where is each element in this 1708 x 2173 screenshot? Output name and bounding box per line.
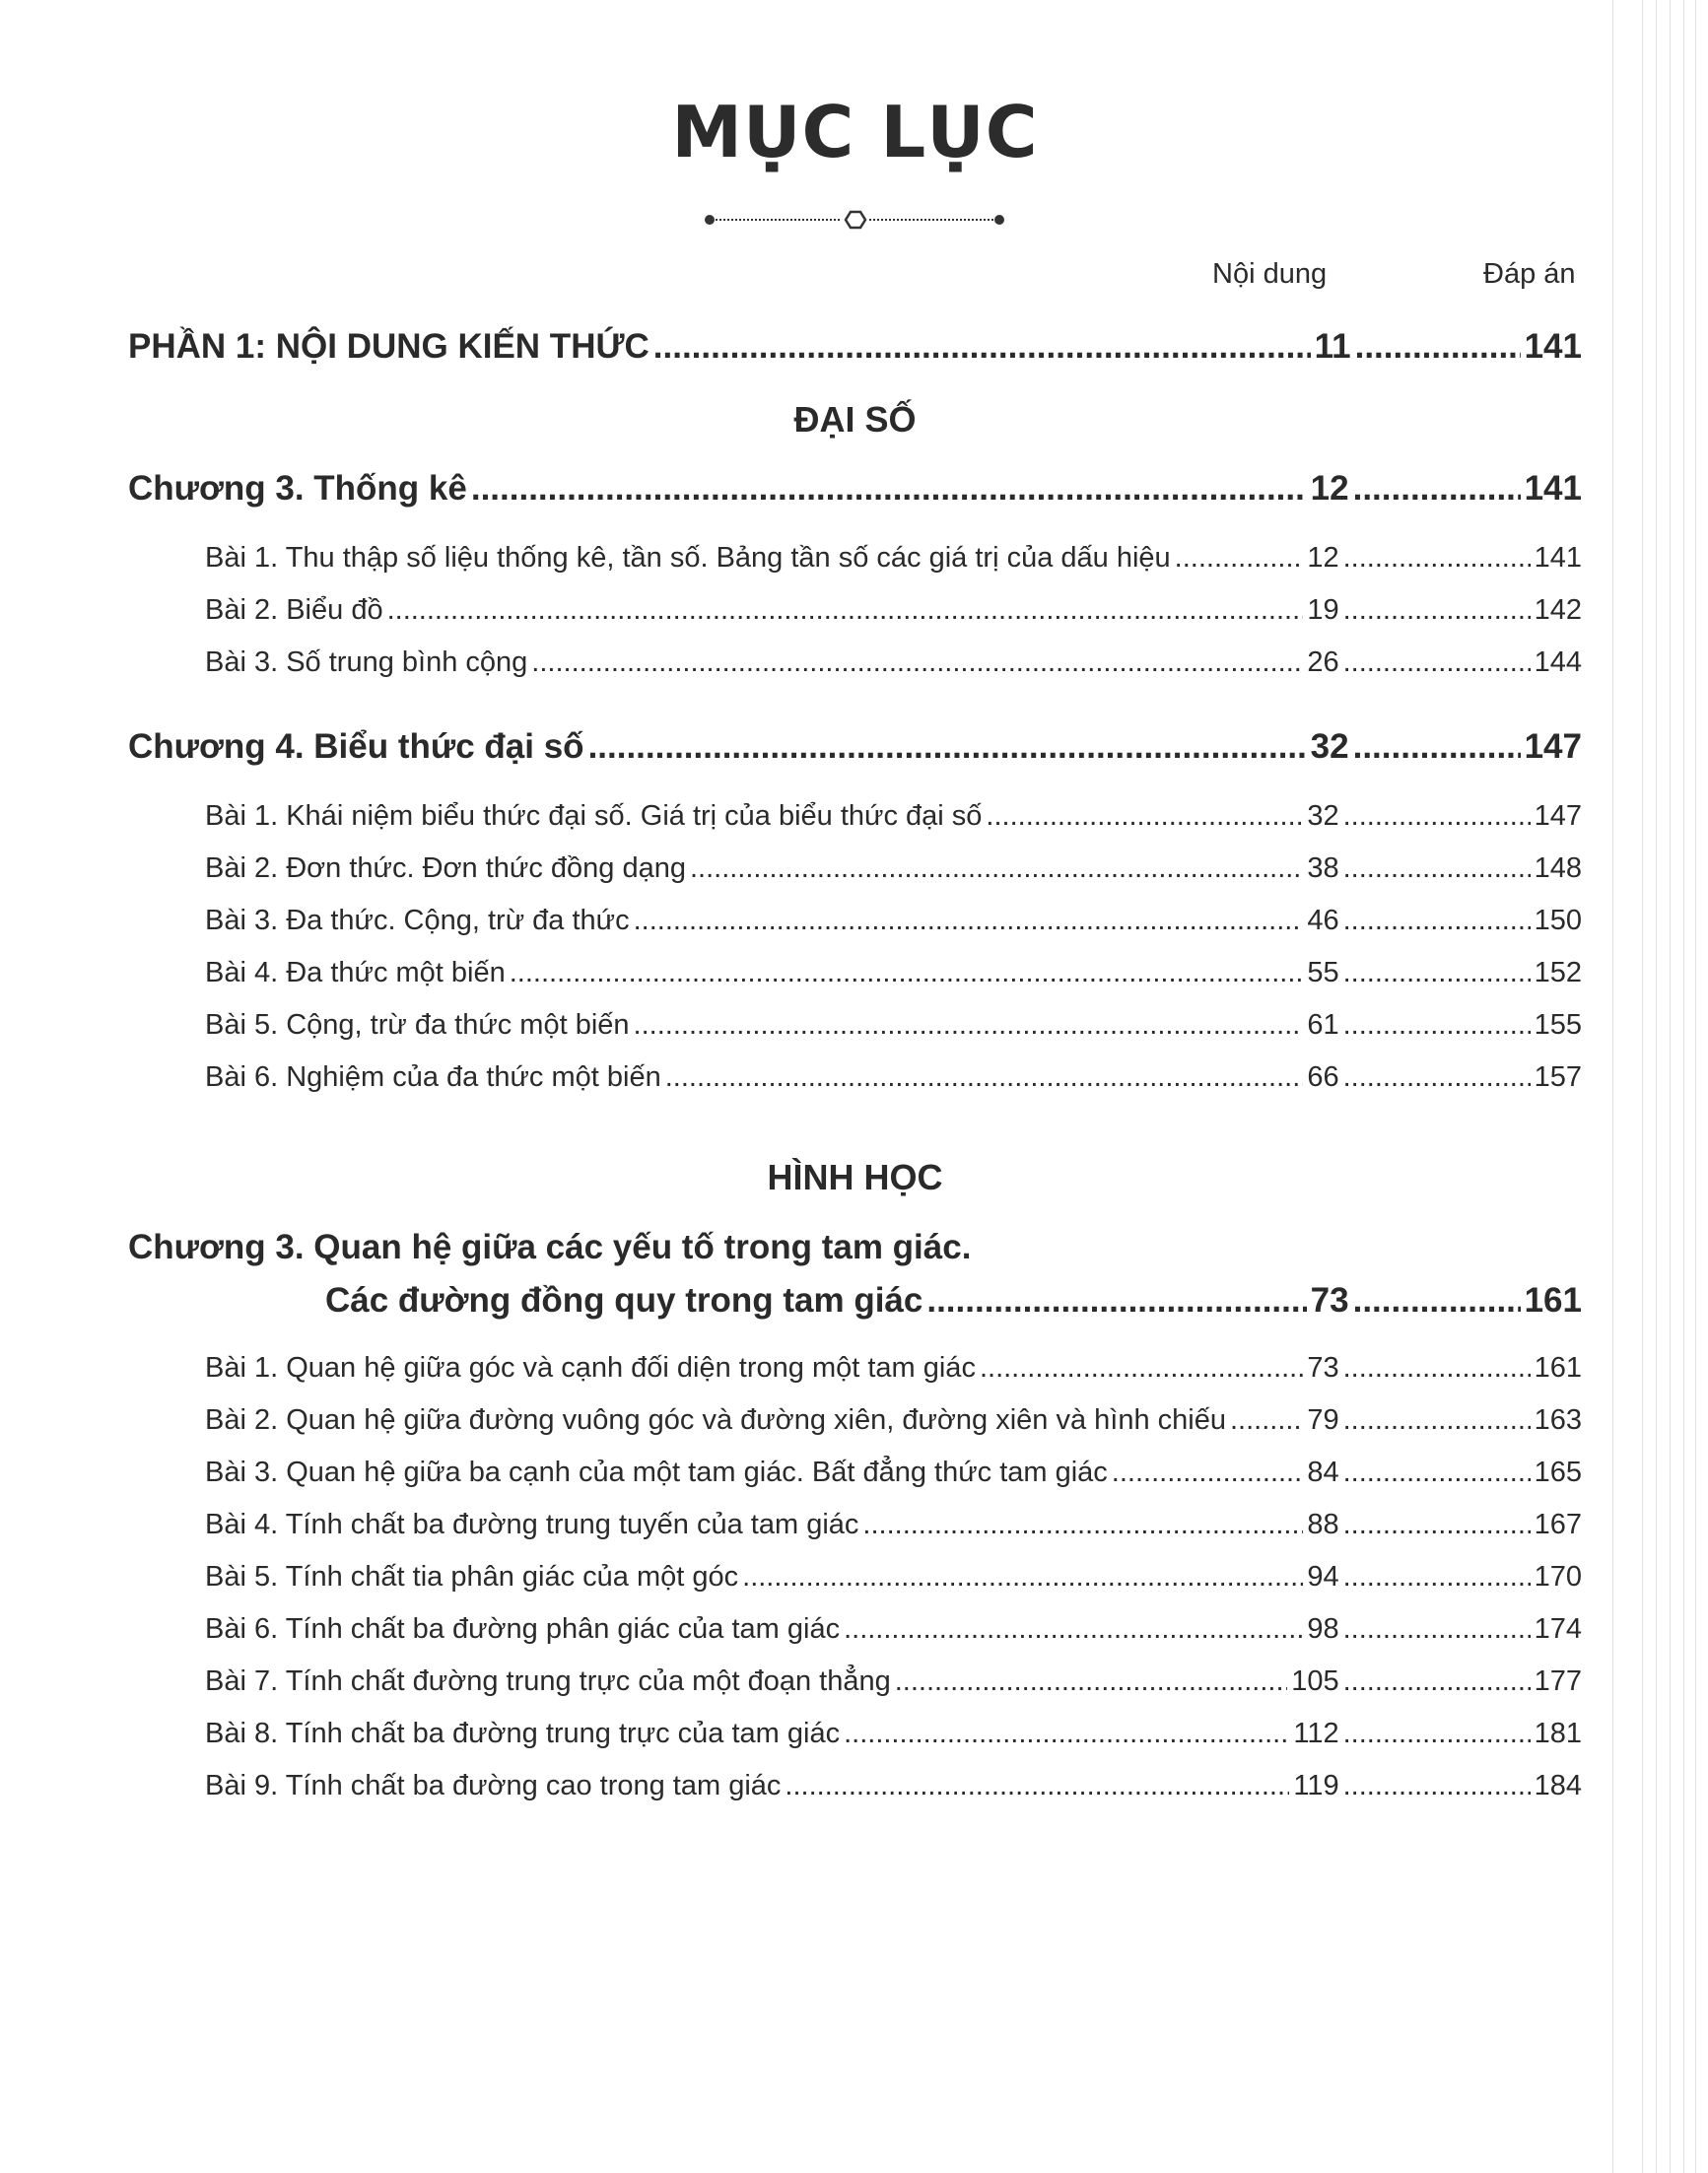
leader-dots	[1343, 1665, 1531, 1698]
toc-label: Bài 8. Tính chất ba đường trung trực của tam giác	[205, 1718, 841, 1749]
leader-dots	[690, 852, 1303, 885]
leader-dots	[1355, 327, 1521, 367]
toc-answer-page: 161	[1534, 1352, 1582, 1384]
toc-page-number: 105	[1291, 1665, 1339, 1697]
toc-answer-page: 167	[1534, 1509, 1582, 1540]
leader-dots	[1175, 542, 1304, 575]
column-header-content: Nội dung	[1212, 258, 1328, 290]
leader-dots	[1343, 594, 1531, 627]
toc-answer-page: 148	[1534, 852, 1582, 884]
toc-label: Các đường đồng quy trong tam giác	[325, 1281, 923, 1320]
toc-page-number: 38	[1307, 852, 1339, 884]
leader-dots	[742, 1561, 1303, 1594]
toc-answer-page: 150	[1534, 905, 1582, 936]
toc-label: Bài 3. Số trung bình cộng	[205, 646, 528, 678]
toc-lesson[interactable]	[205, 1718, 1582, 1750]
leader-dots	[1343, 1457, 1531, 1489]
toc-lesson[interactable]	[205, 905, 1582, 937]
toc-page-number: 98	[1307, 1613, 1339, 1645]
leader-dots	[1343, 1613, 1531, 1646]
toc-label: Bài 7. Tính chất đường trung trực của một đoạn thẳng	[205, 1665, 891, 1697]
leader-dots	[844, 1718, 1289, 1750]
toc-answer-page: 144	[1534, 646, 1582, 678]
toc-lesson[interactable]	[205, 594, 1582, 627]
column-header-answers: Đáp án	[1483, 258, 1576, 290]
toc-lesson[interactable]	[205, 852, 1582, 885]
section-heading-algebra: ĐẠI SỐ	[793, 399, 917, 440]
leader-dots	[665, 1061, 1304, 1094]
toc-answer-page: 174	[1534, 1613, 1582, 1645]
toc-answer-page: 184	[1534, 1770, 1582, 1801]
toc-label: Bài 1. Quan hệ giữa góc và cạnh đối diện trong một tam giác	[205, 1352, 976, 1384]
toc-chapter[interactable]	[128, 727, 1582, 767]
toc-answer-page: 157	[1534, 1061, 1582, 1093]
leader-dots	[1343, 1009, 1531, 1042]
leader-dots	[895, 1665, 1288, 1698]
toc-lesson[interactable]	[205, 1457, 1582, 1489]
leader-dots	[510, 957, 1304, 989]
toc-page-number: 61	[1307, 1009, 1339, 1041]
toc-answer-page: 181	[1534, 1718, 1582, 1749]
toc-lesson[interactable]	[205, 800, 1582, 833]
leader-dots	[986, 800, 1303, 833]
toc-answer-page: 170	[1534, 1561, 1582, 1593]
toc-answer-page: 141	[1524, 327, 1582, 366]
toc-label: Bài 9. Tính chất ba đường cao trong tam giác	[205, 1770, 782, 1801]
toc-label: Bài 2. Biểu đồ	[205, 594, 383, 626]
leader-dots	[1343, 1561, 1531, 1594]
toc-label: Chương 3. Thống kê	[128, 469, 467, 508]
leader-dots	[1353, 727, 1521, 767]
toc-lesson[interactable]	[205, 1404, 1582, 1437]
leader-dots	[1343, 852, 1531, 885]
toc-lesson[interactable]	[205, 1061, 1582, 1094]
toc-label: Bài 4. Đa thức một biến	[205, 957, 506, 988]
toc-page-number: 79	[1307, 1404, 1339, 1436]
toc-answer-page: 152	[1534, 957, 1582, 988]
toc-lesson[interactable]	[205, 1352, 1582, 1385]
leader-dots	[862, 1509, 1303, 1541]
toc-chapter[interactable]	[325, 1281, 1582, 1321]
page-edge-lines	[1600, 0, 1708, 2173]
toc-page-number: 73	[1307, 1352, 1339, 1384]
toc-page-number: 12	[1307, 542, 1339, 574]
toc-label: Bài 3. Quan hệ giữa ba cạnh của một tam giác. Bất đẳng thức tam giác	[205, 1457, 1108, 1488]
leader-dots	[785, 1770, 1289, 1802]
toc-label: Bài 2. Quan hệ giữa đường vuông góc và đường xiên, đường xiên và hình chiếu	[205, 1404, 1226, 1436]
leader-dots	[634, 905, 1304, 937]
leader-dots	[653, 327, 1311, 367]
toc-label: Bài 1. Khái niệm biểu thức đại số. Giá trị của biểu thức đại số	[205, 800, 983, 832]
page-title: MỤC LỤC	[671, 91, 1039, 173]
toc-page-number: 73	[1310, 1281, 1349, 1320]
toc-label: Bài 2. Đơn thức. Đơn thức đồng dạng	[205, 852, 686, 884]
toc-page-number: 19	[1307, 594, 1339, 626]
toc-page-number: 112	[1293, 1718, 1339, 1749]
leader-dots	[1343, 1718, 1531, 1750]
toc-chapter-title-line1[interactable]: Chương 3. Quan hệ giữa các yếu tố trong tam giác.	[128, 1228, 972, 1266]
toc-lesson[interactable]	[205, 1613, 1582, 1646]
leader-dots	[1343, 957, 1531, 989]
toc-lesson[interactable]	[205, 1665, 1582, 1698]
toc-answer-page: 141	[1524, 469, 1582, 508]
leader-dots	[471, 469, 1307, 509]
leader-dots	[1343, 905, 1531, 937]
leader-dots	[1343, 646, 1531, 679]
toc-answer-page: 165	[1534, 1457, 1582, 1488]
toc-answer-page: 177	[1534, 1665, 1582, 1697]
toc-label: PHẦN 1: NỘI DUNG KIẾN THỨC	[128, 327, 649, 366]
toc-answer-page: 147	[1524, 727, 1582, 766]
toc-page-number: 26	[1307, 646, 1339, 678]
toc-lesson[interactable]	[205, 542, 1582, 575]
toc-label: Chương 4. Biểu thức đại số	[128, 727, 584, 766]
toc-label: Bài 3. Đa thức. Cộng, trừ đa thức	[205, 905, 630, 936]
toc-part-1[interactable]	[128, 327, 1582, 367]
toc-label: Bài 1. Thu thập số liệu thống kê, tần số. Bảng tần số các giá trị của dấu hiệu	[205, 542, 1171, 574]
toc-page-number: 32	[1307, 800, 1339, 832]
leader-dots	[1353, 1281, 1521, 1321]
toc-label: Bài 4. Tính chất ba đường trung tuyến của tam giác	[205, 1509, 859, 1540]
toc-page-number: 46	[1307, 905, 1339, 936]
leader-dots	[1353, 469, 1521, 509]
leader-dots	[980, 1352, 1303, 1385]
toc-label: Bài 5. Cộng, trừ đa thức một biến	[205, 1009, 630, 1041]
ornament-divider	[702, 203, 1007, 237]
toc-page-number: 119	[1293, 1770, 1339, 1801]
toc-label: Bài 5. Tính chất tia phân giác của một góc	[205, 1561, 739, 1593]
leader-dots	[1343, 542, 1531, 575]
toc-page-number: 55	[1307, 957, 1339, 988]
leader-dots	[1343, 1061, 1531, 1094]
toc-page	[128, 0, 1582, 2173]
toc-answer-page: 147	[1534, 800, 1582, 832]
leader-dots	[1343, 1352, 1531, 1385]
toc-answer-page: 155	[1534, 1009, 1582, 1041]
toc-lesson[interactable]	[205, 1509, 1582, 1541]
leader-dots	[634, 1009, 1304, 1042]
leader-dots	[1343, 800, 1531, 833]
leader-dots	[1230, 1404, 1303, 1437]
toc-answer-page: 142	[1534, 594, 1582, 626]
leader-dots	[926, 1281, 1306, 1321]
toc-page-number: 88	[1307, 1509, 1339, 1540]
leader-dots	[387, 594, 1304, 627]
toc-lesson[interactable]	[205, 1009, 1582, 1042]
leader-dots	[844, 1613, 1303, 1646]
toc-chapter[interactable]	[128, 469, 1582, 509]
toc-page-number: 84	[1307, 1457, 1339, 1488]
toc-lesson[interactable]	[205, 1561, 1582, 1594]
toc-page-number: 12	[1310, 469, 1349, 508]
toc-lesson[interactable]	[205, 1770, 1582, 1802]
toc-page-number: 32	[1310, 727, 1349, 766]
leader-dots	[531, 646, 1303, 679]
toc-label: Bài 6. Tính chất ba đường phân giác của tam giác	[205, 1613, 841, 1645]
toc-page-number: 66	[1307, 1061, 1339, 1093]
leader-dots	[1343, 1509, 1531, 1541]
toc-page-number: 94	[1307, 1561, 1339, 1593]
toc-answer-page: 161	[1524, 1281, 1582, 1320]
toc-page-number: 11	[1314, 327, 1351, 366]
leader-dots	[588, 727, 1307, 767]
toc-lesson[interactable]	[205, 957, 1582, 989]
toc-lesson[interactable]	[205, 646, 1582, 679]
leader-dots	[1112, 1457, 1304, 1489]
toc-label: Bài 6. Nghiệm của đa thức một biến	[205, 1061, 661, 1093]
leader-dots	[1343, 1770, 1531, 1802]
toc-answer-page: 163	[1534, 1404, 1582, 1436]
section-heading-geometry: HÌNH HỌC	[767, 1157, 943, 1197]
toc-answer-page: 141	[1534, 542, 1582, 574]
leader-dots	[1343, 1404, 1531, 1437]
